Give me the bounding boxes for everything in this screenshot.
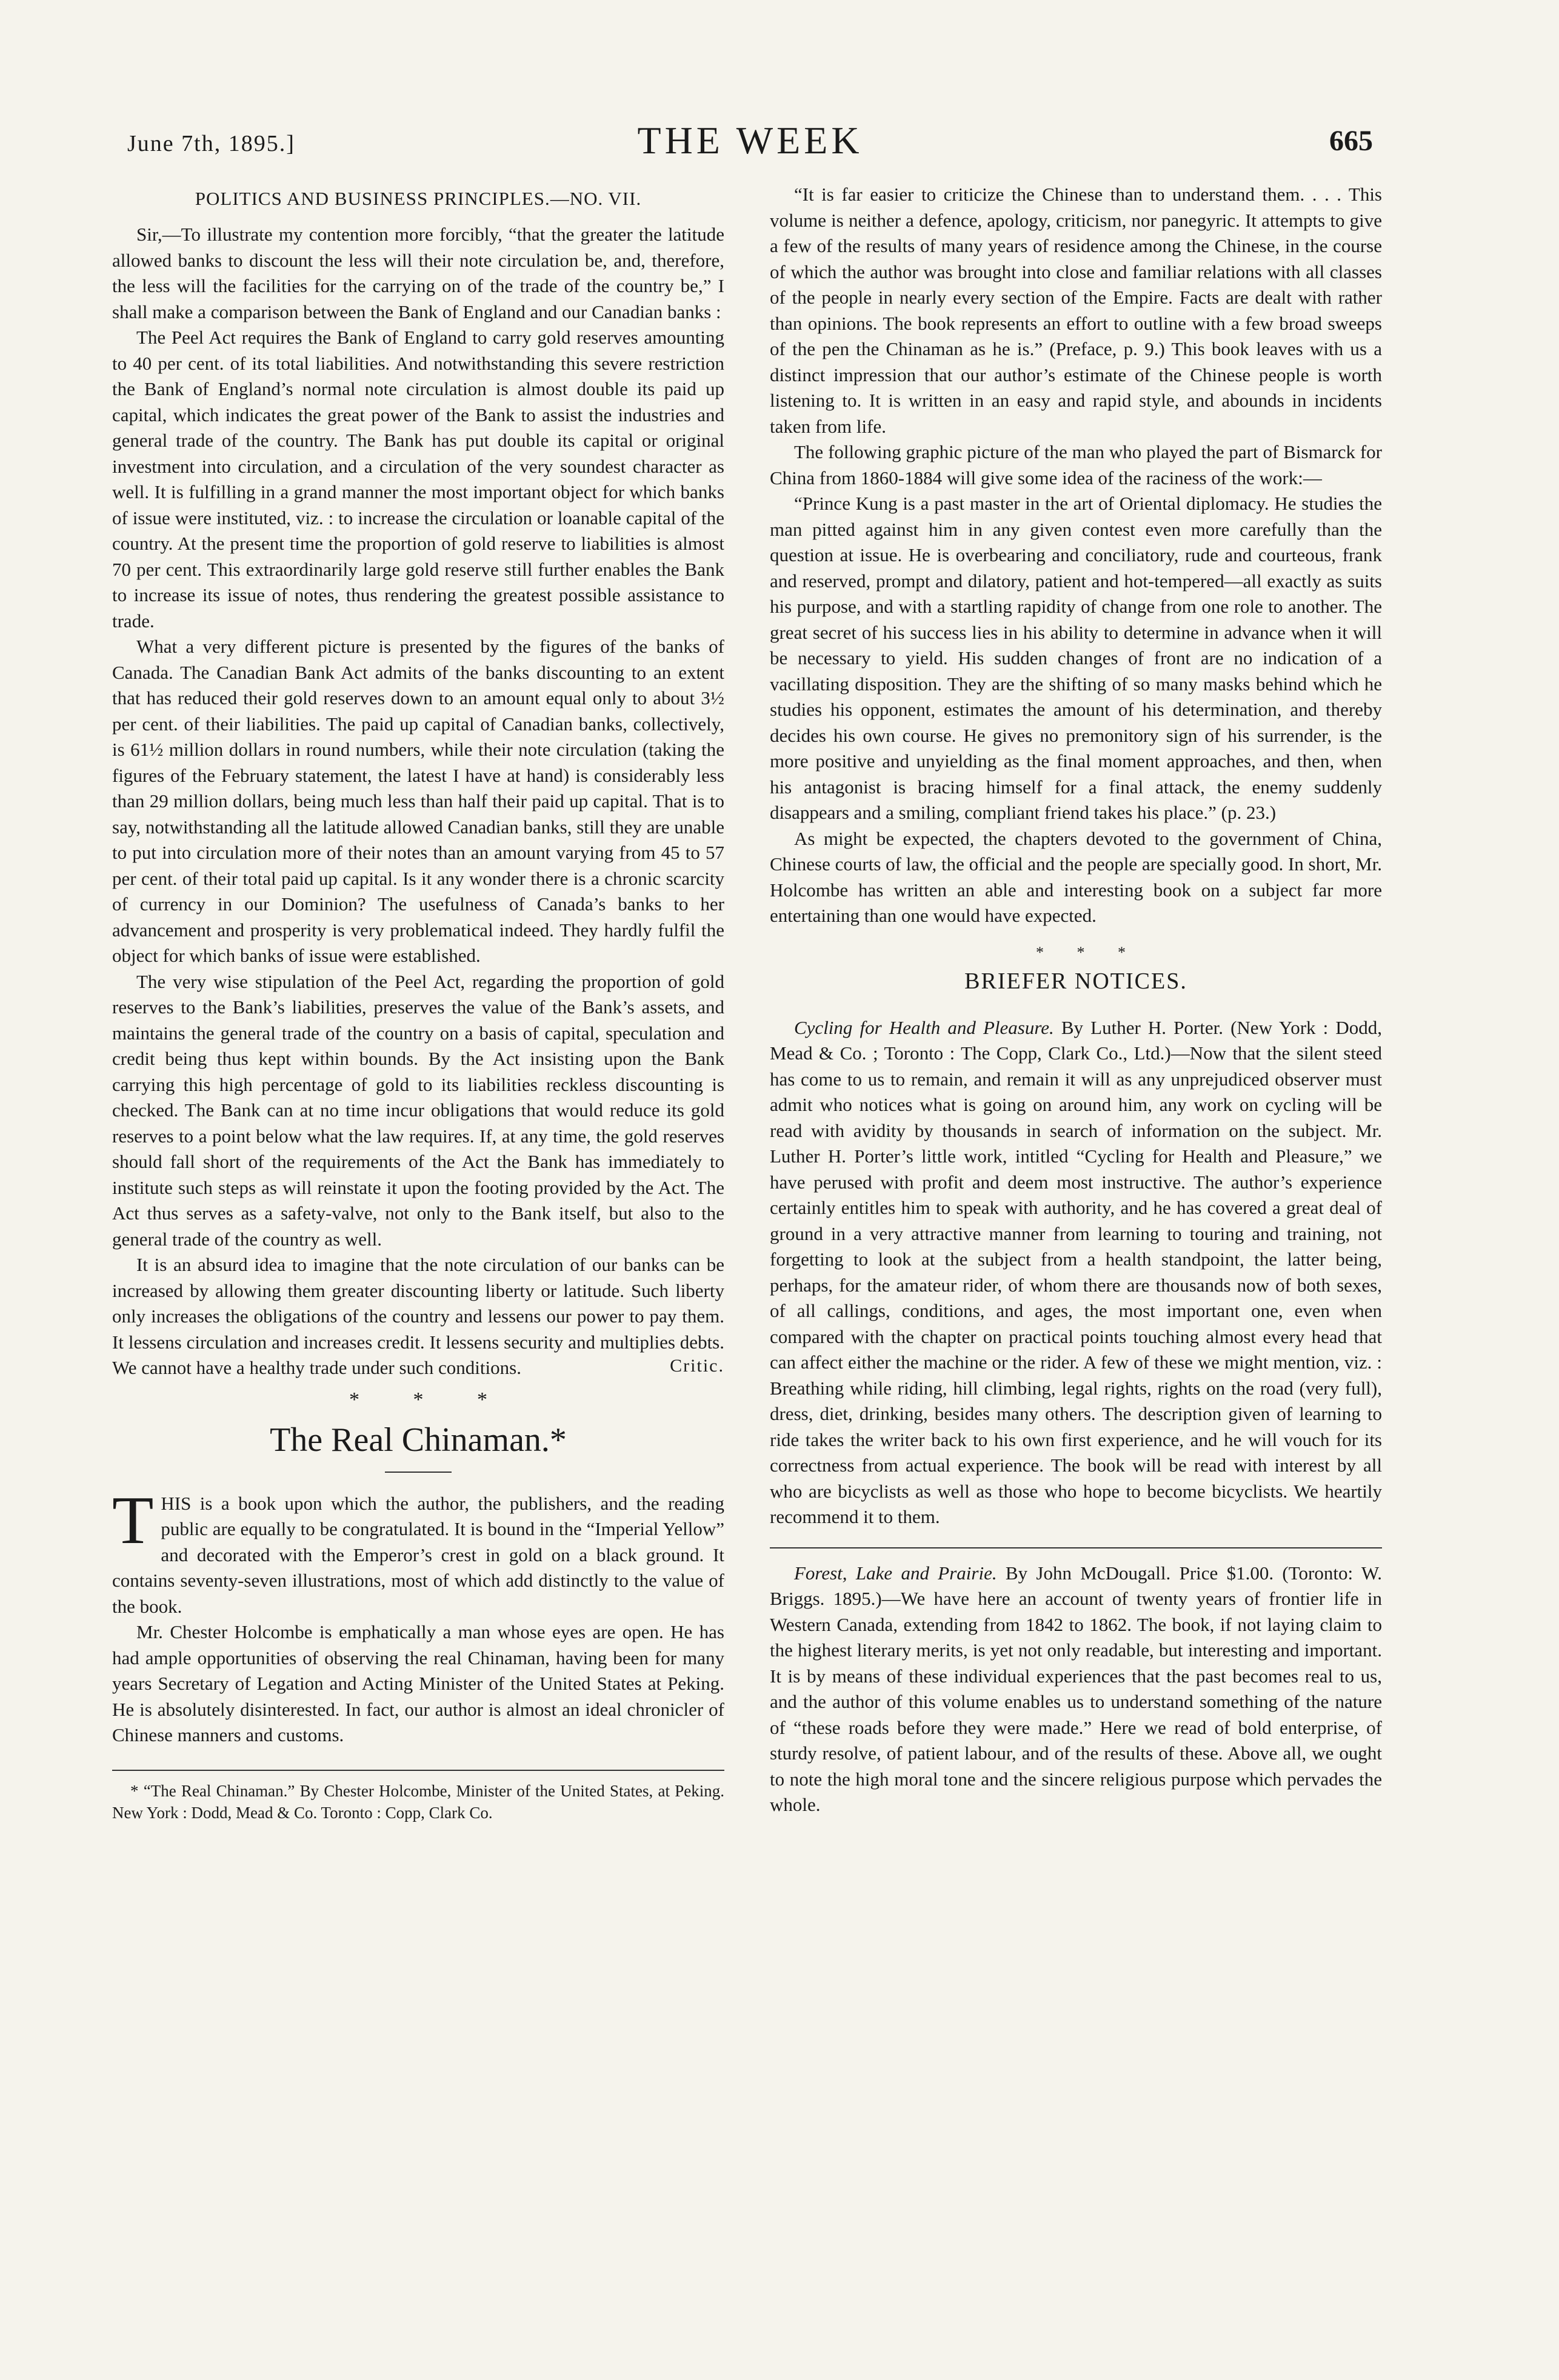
issue-date: June 7th, 1895.] — [127, 131, 295, 156]
notice-title: Cycling for Health and Pleasure. — [794, 1016, 1054, 1038]
briefer-separator: * * * — [1036, 943, 1140, 961]
politics-signature: Critic. — [670, 1355, 724, 1376]
left-column — [112, 182, 724, 1824]
chinaman-first-paragraph-text: HIS is a book upon which the author, the publishers, and the reading public are equally to be congratulated. It is bound in the “Imperial Yellow” and decorated with the Emperor’s crest in gold on a black ground. It contains seventy-seven illustrations, most of which add distinctly to the value of the book. — [112, 1492, 724, 1617]
section-separator: * * * — [349, 1388, 512, 1411]
chinaman-continued-paragraph: As might be expected, the chapters devoted to the government of China, Chinese courts of law, the official and the people are specially good. In short, Mr. Holcombe has written an able and interesting book on a subject far more entertaining than one would have expected. — [770, 827, 1382, 926]
notice-divider — [770, 1547, 1382, 1548]
drop-cap: T — [112, 1482, 154, 1558]
notice-body: By Luther H. Porter. (New York : Dodd, Mead & Co. ; Toronto : The Copp, Clark Co., Ltd.)—Now that the silent steed has come to us to remain, and remain it will as any unprejudiced observer must admit who notices what is going on around him, any work on cycling will be read with avidity by thousands in search of information on the subject. Mr. Luther H. Porter’s little work, intitled “Cycling for Health and Pleasure,” we have perused with profit and deem most instructive. The author’s experience certainly entitles him to speak with authority, and he has covered a great deal of ground in a very attractive manner from learning to touring and training, not forgetting to look at the subject from a health standpoint, the latter being, perhaps, for the amateur rider, of whom there are thousands now of both sexes, of all callings, conditions, and ages, the most important one, even when compared with the chapter on practical points touching almost every head that can affect either the machine or the rider. A few of these we might mention, viz. : Breathing while riding, hill climbing, legal rights, rights on the road (very full), dress, diet, drinking, besides many others. The description given of learning to ride takes the writer back to his own first experience, and he will vouch for its correctness from actual experience. The book will be read with interest by all who are bicyclists as well as those who hope to become bicyclists. We heartily recommend it to them. — [770, 1016, 1383, 1527]
politics-paragraph: It is an absurd idea to imagine that the note circulation of our banks can be increased by allowing them greater discounting liberty or latitude. Such liberty only increases the obligations of the country and lessens our power to pay them. It lessens circulation and increases credit. It lessens security and multiplies debts. We cannot have a healthy trade under such conditions. — [112, 1254, 724, 1378]
chinaman-first-paragraph — [112, 1482, 724, 1620]
briefer-notice — [770, 1015, 1382, 1530]
chinaman-continued-paragraph: The following graphic picture of the man who played the part of Bismarck for China from 1860-1884 will give some idea of the raciness of the work:— — [770, 441, 1382, 488]
page-number: 665 — [1329, 125, 1373, 157]
chinaman-title: The Real Chinaman.* — [270, 1421, 567, 1459]
footnote-rule — [112, 1770, 724, 1771]
chinaman-continued-paragraph: “It is far easier to criticize the Chinese than to understand them. . . . This volume is neither a defence, apology, criticism, nor panegyric. It attempts to give a few of the results of many years of residence among the Chinese, in the course of which the author was brought into close and familiar relations with all classes of the people in nearly every section of the Empire. Facts are dealt with rather than opinions. The book represents an effort to outline with a few broad sweeps of the pen the Chinaman as he is.” (Preface, p. 9.) This book leaves with us a distinct impression that our author’s estimate of the Chinese people is worth listening to. It is written in an easy and rapid style, and abounds in incidents taken from life. — [770, 184, 1382, 437]
right-column — [770, 182, 1382, 1818]
chinaman-footnote: * “The Real Chinaman.” By Chester Holcombe, Minister of the United States, at Peking. New York : Dodd, Mead & Co. Toronto : Copp, Clark Co. — [112, 1781, 724, 1822]
chinaman-second-paragraph: Mr. Chester Holcombe is emphatically a man whose eyes are open. He has had ample opportunities of observing the real Chinaman, having been for many years Secretary of Legation and Acting Minister of the United States at Peking. He is absolutely disinterested. In fact, our author is almost an ideal chronicler of Chinese manners and customs. — [112, 1621, 724, 1745]
politics-heading: POLITICS AND BUSINESS PRINCIPLES.—NO. VII. — [195, 188, 642, 209]
politics-paragraph: Sir,—To illustrate my contention more forcibly, “that the greater the latitude allowed banks to discount the less will their note circulation be, and, therefore, the less will the facilities for the carrying on of the trade of the country be,” I shall make a comparison between the Bank of England and our Canadian banks : — [112, 224, 724, 322]
briefer-heading: BRIEFER NOTICES. — [964, 968, 1187, 994]
notice-title: Forest, Lake and Prairie. — [794, 1562, 997, 1584]
running-head — [127, 118, 1373, 173]
chinaman-continued-paragraph: “Prince Kung is a past master in the art of Oriental diplomacy. He studies the man pitted against him in any given contest even more carefully than the question at issue. He is overbearing and conciliatory, rude and courteous, frank and reserved, prompt and dilatory, patient and hot-tempered—all exactly as suits his purpose, and with a startling rapidity of change from one role to another. The great secret of his success lies in his ability to determine in advance when it will be necessary to yield. His sudden changes of front are no indication of a vacillating disposition. They are the shifting of so many masks behind which he studies his opponent, estimates the amount of his determination, and thereby decides his own course. He gives no premonitory sign of his surrender, is the more positive and unyielding as the final moment approaches, and then, when his antagonist is bracing himself for a final attack, the enemy suddenly disappears and a smiling, compliant friend takes his place.” (p. 23.) — [770, 493, 1382, 823]
title-rule — [385, 1472, 452, 1473]
publication-title: THE WEEK — [637, 119, 863, 162]
politics-paragraph: What a very different picture is presented by the figures of the banks of Canada. The Canadian Bank Act admits of the banks discounting to an extent that has reduced their gold reserves down to an amount equal only to about 3½ per cent. of their liabilities. The paid up capital of Canadian banks, collectively, is 61½ million dollars in round numbers, while their note circulation (taking the figures of the February statement, the latest I have at hand) is considerably less than 29 million dollars, being much less than half their paid up capital. That is to say, notwithstanding all the latitude allowed Canadian banks, still they are unable to put into circulation more of their notes than an amount varying from 45 to 57 per cent. of their total paid up capital. Is it any wonder there is a chronic scarcity of currency in our Dominion? The usefulness of Canada’s banks to her advancement and prosperity is very problematical indeed. They hardly fulfil the object for which banks of issue were established. — [112, 636, 724, 966]
briefer-notice — [770, 1561, 1382, 1818]
notice-body: By John McDougall. Price $1.00. (Toronto: W. Briggs. 1895.)—We have here an account of twenty years of frontier life in Western Canada, extending from 1842 to 1862. The book, if not laying claim to the highest literary merits, is yet not only readable, but interesting and important. It is by means of these individual experiences that the past becomes real to us, and the author of this volume enables us to understand something of the nature of “these roads before they were made.” Here we read of bold enterprise, of sturdy resolve, of patient labour, and of the results of these. Above all, we ought to note the high moral tone and the sincere religious purpose which pervades the whole. — [770, 1562, 1382, 1815]
politics-paragraph: The very wise stipulation of the Peel Act, regarding the proportion of gold reserves to the Bank’s liabilities, preserves the value of the Bank’s assets, and maintains the general trade of the country on a basis of capital, speculation and credit being thus kept within bounds. By the Act insisting upon the Bank carrying this high percentage of gold to its liabilities reckless discounting is checked. The Bank can at no time incur obligations that would reduce its gold reserves to a point below what the law requires. If, at any time, the gold reserves should fall short of the requirements of the Act the Bank has immediately to institute such steps as will reinstate it upon the footing provided by the Act. The Act thus serves as a safety-valve, not only to the Bank itself, but also to the general trade of the country as well. — [112, 970, 724, 1250]
politics-paragraph: The Peel Act requires the Bank of England to carry gold reserves amounting to 40 per cent. of its total liabilities. And notwithstanding this severe restriction the Bank of England’s normal note circulation is almost double its paid up capital, which indicates the great power of the Bank to assist the industries and general trade of the country. The Bank has put double its capital or original investment into circulation, and a circulation of the very soundest character as well. It is fulfilling in a grand manner the most important object for which banks of issue were instituted, viz. : to increase the circulation or loanable capital of the country. At the present time the proportion of gold reserve to liabilities is almost 70 per cent. This extraordinarily large gold reserve still further enables the Bank to increase its issue of notes, thus rendering the greatest possible assistance to trade. — [112, 327, 724, 632]
